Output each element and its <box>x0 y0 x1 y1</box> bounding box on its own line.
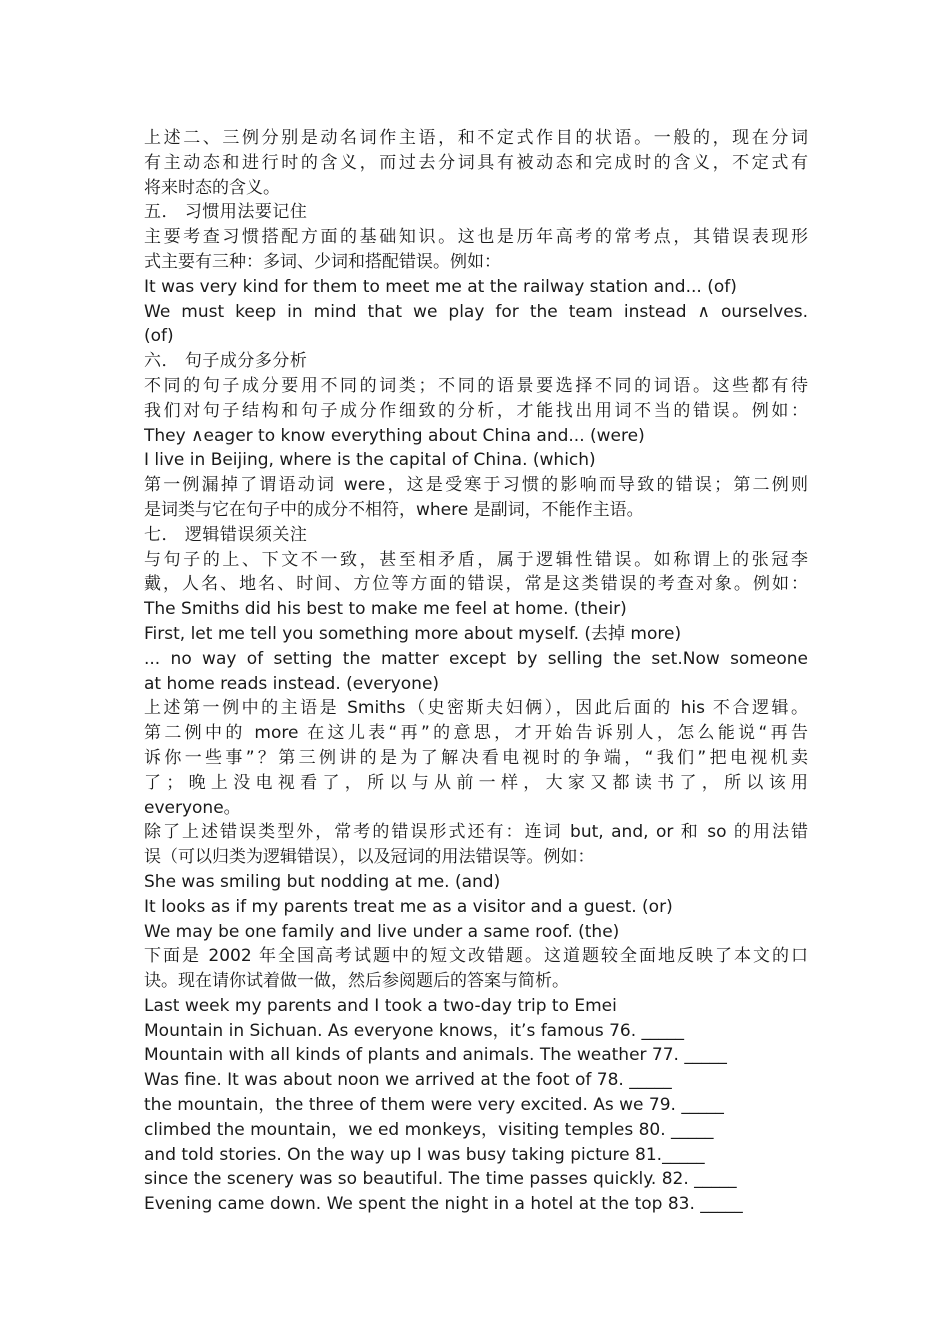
document-body <box>144 126 808 1217</box>
text-line: Mountain with all kinds of plants and animals. The weather 77. _____ <box>144 1045 727 1066</box>
text-line: 戴，人名、地名、时间、方位等方面的错误，常是这类错误的考查对象。例如： <box>144 574 808 595</box>
text-line: 诀。现在请你试着做一做，然后参阅题后的答案与简析。 <box>144 971 569 992</box>
section-heading: 五． 习惯用法要记住 <box>144 202 308 223</box>
text-line: It looks as if my parents treat me as a visitor and a guest. (or) <box>144 896 673 917</box>
text-line: 除了上述错误类型外，常考的错误形式还有：连词 but, and, or 和 so 的用法错 <box>144 822 808 843</box>
text-line: climbed the mountain，we ed monkeys，visiting temples 80. _____ <box>144 1119 714 1140</box>
text-line: at home reads instead. (everyone) <box>144 673 440 694</box>
text-line: We must keep in mind that we play for the team instead ∧ ourselves. <box>144 301 808 322</box>
section-heading: 六． 句子成分多分析 <box>144 351 308 372</box>
text-line: 不同的句子成分要用不同的词类；不同的语景要选择不同的词语。这些都有待 <box>144 375 808 396</box>
text-line: Evening came down. We spent the night in a hotel at the top 83. _____ <box>144 1194 743 1215</box>
text-line: Mountain in Sichuan. As everyone knows，it’s famous 76. _____ <box>144 1020 685 1041</box>
text-line: I live in Beijing, where is the capital of China. (which) <box>144 450 596 471</box>
text-line: the mountain，the three of them were very excited. As we 79. _____ <box>144 1095 724 1116</box>
text-line: Last week my parents and I took a two-day trip to Emei <box>144 995 617 1016</box>
text-line: 诉你一些事”？第三例讲的是为了解决看电视时的争端，“我们”把电视机卖 <box>144 747 808 768</box>
text-line: 第二例中的 more 在这儿表“再”的意思，才开始告诉别人，怎么能说“再告 <box>144 723 808 744</box>
text-line: Was fine. It was about noon we arrived at the foot of 78. _____ <box>144 1070 672 1091</box>
text-line: 有主动态和进行时的含义，而过去分词具有被动态和完成时的含义，不定式有 <box>144 152 808 173</box>
text-line: since the scenery was so beautiful. The time passes quickly. 82. _____ <box>144 1169 737 1190</box>
text-line: The Smiths did his best to make me feel at home. (their) <box>144 599 627 620</box>
text-line: 第一例漏掉了谓语动词 were，这是受寒于习惯的影响而导致的错误；第二例则 <box>144 475 808 496</box>
text-line: She was smiling but nodding at me. (and) <box>144 871 501 892</box>
text-line: 与句子的上、下文不一致，甚至相矛盾，属于逻辑性错误。如称谓上的张冠李 <box>144 549 808 570</box>
section-heading: 七． 逻辑错误须关注 <box>144 524 308 545</box>
text-line: First, let me tell you something more about myself. (去掉 more) <box>144 623 682 644</box>
text-line: (of) <box>144 326 174 347</box>
text-line: 了；晚上没电视看了，所以与从前一样，大家又都读书了，所以该用 <box>144 772 808 793</box>
text-line: 主要考查习惯搭配方面的基础知识。这也是历年高考的常考点，其错误表现形 <box>144 227 808 248</box>
text-line: They ∧eager to know everything about China and... (were) <box>144 425 645 446</box>
text-line: everyone。 <box>144 797 241 818</box>
text-line: 是词类与它在句子中的成分不相符，where 是副词，不能作主语。 <box>144 499 644 520</box>
text-line: 误（可以归类为逻辑错误），以及冠词的用法错误等。例如： <box>144 847 595 868</box>
text-line: 上述二、三例分别是动名词作主语，和不定式作目的状语。一般的，现在分词 <box>144 128 808 148</box>
text-line: and told stories. On the way up I was busy taking picture 81._____ <box>144 1144 705 1165</box>
text-line: 上述第一例中的主语是 Smiths（史密斯夫妇俩），因此后面的 his 不合逻辑。 <box>144 698 808 719</box>
text-line: 下面是 2002 年全国高考试题中的短文改错题。这道题较全面地反映了本文的口 <box>144 946 808 967</box>
text-line: 我们对句子结构和句子成分作细致的分析，才能找出用词不当的错误。例如： <box>144 400 808 421</box>
text-line: 式主要有三种：多词、少词和搭配错误。例如： <box>144 251 501 272</box>
text-line: 将来时态的含义。 <box>144 177 280 198</box>
text-line: We may be one family and live under a same roof. (the) <box>144 921 620 942</box>
text-line: ... no way of setting the matter except by selling the set.Now someone <box>144 648 808 669</box>
text-line: It was very kind for them to meet me at the railway station and... (of) <box>144 276 737 297</box>
